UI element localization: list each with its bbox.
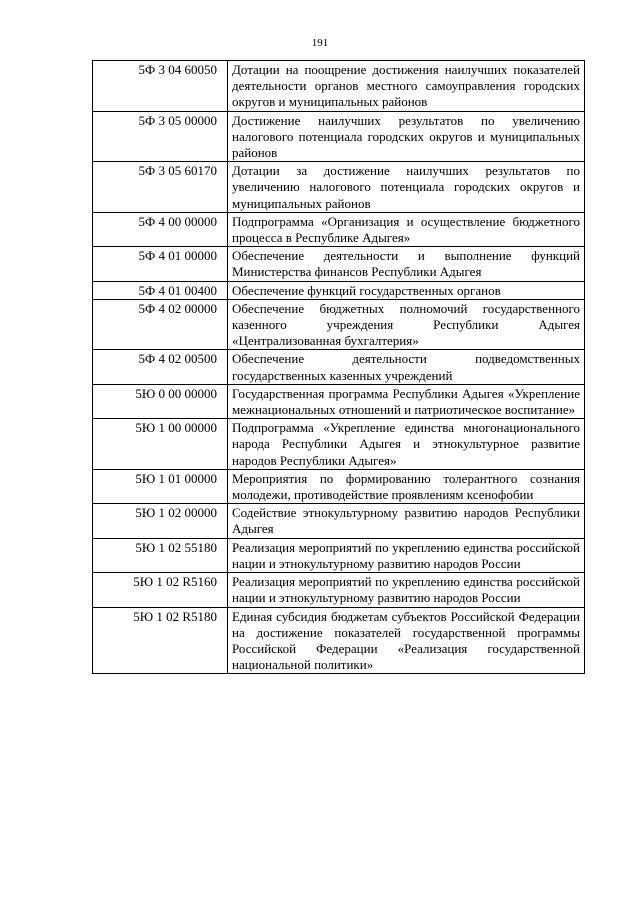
table-row — [93, 212, 585, 246]
table-row — [93, 469, 585, 503]
name-cell: Обеспечение деятельности подведомственных государственных казенных учреждений — [228, 350, 585, 384]
name-cell: Единая субсидия бюджетам субъектов Российской Федерации на достижение показателей государственной программы Российской Федерации «Реализация государственной национальной политики» — [228, 607, 585, 674]
name-cell: Мероприятия по формированию толерантного сознания молодежи, противодействие проявлениям ксенофобии — [228, 469, 585, 503]
code-cell: 5Ф 4 02 00500 — [93, 350, 228, 384]
name-cell: Реализация мероприятий по укреплению единства российской нации и этнокультурному развитию народов России — [228, 538, 585, 572]
budget-classification-table — [92, 60, 585, 674]
table-row — [93, 61, 585, 112]
page-number: 191 — [311, 37, 329, 49]
table-row — [93, 607, 585, 674]
table-row — [93, 247, 585, 281]
name-cell: Государственная программа Республики Адыгея «Укрепление межнациональных отношений и патриотическое воспитание» — [228, 384, 585, 418]
table-row — [93, 111, 585, 162]
name-cell: Подпрограмма «Укрепление единства многонационального народа Республики Адыгея и этнокультурное развитие народов Республики Адыгея» — [228, 419, 585, 470]
name-cell: Обеспечение деятельности и выполнение функций Министерства финансов Республики Адыгея — [228, 247, 585, 281]
table-row — [93, 384, 585, 418]
code-cell: 5Ф 3 04 60050 — [93, 61, 228, 112]
code-cell: 5Ю 1 02 R5180 — [93, 607, 228, 674]
table-row — [93, 573, 585, 607]
name-cell: Содействие этнокультурному развитию народов Республики Адыгея — [228, 504, 585, 538]
code-cell: 5Ф 3 05 60170 — [93, 162, 228, 213]
name-cell: Дотации за достижение наилучших результатов по увеличению налогового потенциала городских округов и муниципальных районов — [228, 162, 585, 213]
code-cell: 5Ю 1 02 55180 — [93, 538, 228, 572]
code-cell: 5Ю 1 01 00000 — [93, 469, 228, 503]
table-row — [93, 162, 585, 213]
code-cell: 5Ф 4 01 00400 — [93, 281, 228, 299]
table-row — [93, 504, 585, 538]
code-cell: 5Ф 4 02 00000 — [93, 299, 228, 350]
table-row — [93, 538, 585, 572]
code-cell: 5Ю 1 00 00000 — [93, 419, 228, 470]
table-row — [93, 350, 585, 384]
code-cell: 5Ю 1 02 R5160 — [93, 573, 228, 607]
name-cell: Обеспечение функций государственных органов — [228, 281, 585, 299]
code-cell: 5Ф 4 00 00000 — [93, 212, 228, 246]
table-row — [93, 419, 585, 470]
name-cell: Подпрограмма «Организация и осуществление бюджетного процесса в Республике Адыгея» — [228, 212, 585, 246]
name-cell: Дотации на поощрение достижения наилучших показателей деятельности органов местного самоуправления городских округов и муниципальных районов — [228, 61, 585, 112]
name-cell: Обеспечение бюджетных полномочий государственного казенного учреждения Республики Адыгея «Централизованная бухгалтерия» — [228, 299, 585, 350]
name-cell: Достижение наилучших результатов по увеличению налогового потенциала городских округов и муниципальных районов — [228, 111, 585, 162]
code-cell: 5Ю 1 02 00000 — [93, 504, 228, 538]
code-cell: 5Ф 3 05 00000 — [93, 111, 228, 162]
code-cell: 5Ф 4 01 00000 — [93, 247, 228, 281]
table-row — [93, 281, 585, 299]
name-cell: Реализация мероприятий по укреплению единства российской нации и этнокультурному развитию народов России — [228, 573, 585, 607]
code-cell: 5Ю 0 00 00000 — [93, 384, 228, 418]
table-row — [93, 299, 585, 350]
